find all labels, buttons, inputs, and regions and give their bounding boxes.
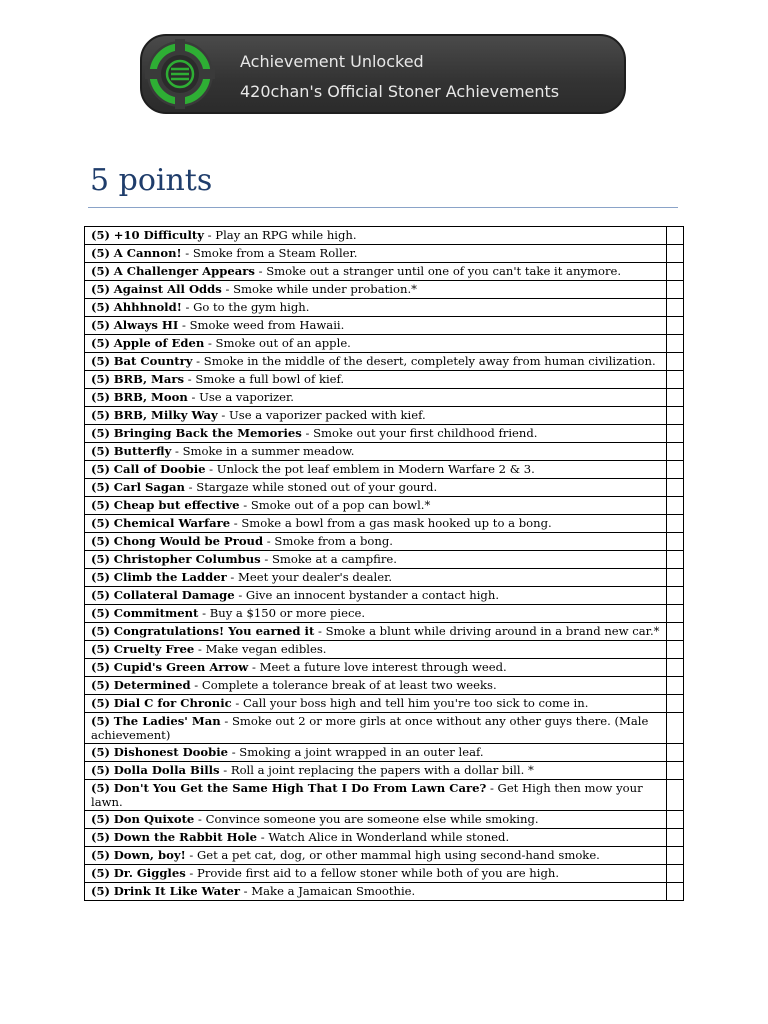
table-row — [85, 569, 684, 587]
achievement-name: Carl Sagan — [113, 480, 185, 494]
achievement-description: - Smoke in a summer meadow. — [171, 444, 355, 458]
checkbox-cell — [667, 515, 684, 533]
achievement-description: - Unlock the pot leaf emblem in Modern Warfare 2 & 3. — [205, 462, 535, 476]
achievement-points: (5) — [91, 642, 111, 656]
achievement-description: - Play an RPG while high. — [203, 228, 357, 242]
achievement-cell — [85, 353, 667, 371]
achievement-name: Dial C for Chronic — [113, 696, 232, 710]
achievement-cell — [85, 497, 667, 515]
achievement-description: - Buy a $150 or more piece. — [198, 606, 366, 620]
achievement-cell — [85, 713, 667, 744]
checkbox-cell — [667, 371, 684, 389]
achievement-name: Drink It Like Water — [113, 884, 240, 898]
achievement-cell — [85, 281, 667, 299]
achievement-points: (5) — [91, 300, 111, 314]
table-row — [85, 425, 684, 443]
achievement-points: (5) — [91, 588, 111, 602]
table-row — [85, 281, 684, 299]
achievement-description: - Roll a joint replacing the papers with a dollar bill. * — [219, 763, 534, 777]
achievement-points: (5) — [91, 228, 111, 242]
achievement-name: Chong Would be Proud — [113, 534, 264, 548]
achievement-description: - Smoke out 2 or more girls at once without any other guys there. (Male achievement) — [91, 714, 649, 742]
achievement-description: - Make vegan edibles. — [194, 642, 327, 656]
checkbox-cell — [667, 551, 684, 569]
achievement-cell — [85, 883, 667, 901]
achievement-cell — [85, 829, 667, 847]
achievement-cell — [85, 371, 667, 389]
achievement-name: Cupid's Green Arrow — [113, 660, 249, 674]
checkbox-cell — [667, 533, 684, 551]
table-row — [85, 299, 684, 317]
achievement-name: Don Quixote — [113, 812, 195, 826]
table-row — [85, 659, 684, 677]
achievement-name: Dolla Dolla Bills — [113, 763, 220, 777]
achievement-cell — [85, 551, 667, 569]
achievement-description: - Stargaze while stoned out of your gourd. — [184, 480, 438, 494]
achievement-cell — [85, 623, 667, 641]
achievement-name: Down, boy! — [113, 848, 186, 862]
achievement-description: - Smoke from a bong. — [263, 534, 393, 548]
achievement-points: (5) — [91, 264, 111, 278]
achievement-points: (5) — [91, 408, 111, 422]
achievement-cell — [85, 762, 667, 780]
achievement-name: Cheap but effective — [113, 498, 240, 512]
checkbox-cell — [667, 623, 684, 641]
achievement-badge-icon — [144, 38, 216, 110]
checkbox-cell — [667, 829, 684, 847]
achievement-name: Bat Country — [113, 354, 193, 368]
achievement-cell — [85, 659, 667, 677]
checkbox-cell — [667, 407, 684, 425]
table-row — [85, 353, 684, 371]
achievement-points: (5) — [91, 866, 111, 880]
achievement-description: - Smoke while under probation.* — [221, 282, 417, 296]
achievement-points: (5) — [91, 282, 111, 296]
table-row — [85, 371, 684, 389]
achievement-name: Dishonest Doobie — [113, 745, 229, 759]
table-row — [85, 497, 684, 515]
achievement-cell — [85, 865, 667, 883]
achievement-points: (5) — [91, 812, 111, 826]
achievement-name: Determined — [113, 678, 191, 692]
achievement-name: Climb the Ladder — [113, 570, 227, 584]
table-row — [85, 847, 684, 865]
achievement-name: Bringing Back the Memories — [113, 426, 302, 440]
table-row — [85, 479, 684, 497]
achievement-name: Ahhhnold! — [113, 300, 182, 314]
table-row — [85, 515, 684, 533]
table-row — [85, 317, 684, 335]
achievement-description: - Go to the gym high. — [181, 300, 310, 314]
achievement-name: BRB, Mars — [113, 372, 185, 386]
achievement-name: Chemical Warfare — [113, 516, 231, 530]
achievement-points: (5) — [91, 534, 111, 548]
achievement-cell — [85, 317, 667, 335]
achievement-name: Don't You Get the Same High That I Do From Lawn Care? — [113, 781, 487, 795]
achievement-description: - Smoke weed from Hawaii. — [178, 318, 345, 332]
achievement-cell — [85, 605, 667, 623]
checkbox-cell — [667, 479, 684, 497]
checkbox-cell — [667, 227, 684, 245]
achievement-cell — [85, 569, 667, 587]
achievement-points: (5) — [91, 696, 111, 710]
table-row — [85, 407, 684, 425]
achievement-cell — [85, 335, 667, 353]
achievement-name: Against All Odds — [113, 282, 222, 296]
achievement-description: - Make a Jamaican Smoothie. — [239, 884, 416, 898]
achievement-points: (5) — [91, 714, 111, 728]
checkbox-cell — [667, 353, 684, 371]
achievement-name: Call of Doobie — [113, 462, 206, 476]
achievement-points: (5) — [91, 781, 111, 795]
heading-divider — [88, 207, 678, 208]
achievement-cell — [85, 461, 667, 479]
checkbox-cell — [667, 744, 684, 762]
achievement-description: - Smoke out of an apple. — [204, 336, 351, 350]
checkbox-cell — [667, 281, 684, 299]
table-row — [85, 263, 684, 281]
achievement-points: (5) — [91, 516, 111, 530]
achievement-description: - Call your boss high and tell him you're too sick to come in. — [231, 696, 589, 710]
table-row — [85, 461, 684, 479]
achievement-points: (5) — [91, 390, 111, 404]
achievement-points: (5) — [91, 372, 111, 386]
checkbox-cell — [667, 641, 684, 659]
achievement-cell — [85, 299, 667, 317]
table-row — [85, 780, 684, 811]
achievement-points: (5) — [91, 624, 111, 638]
achievement-cell — [85, 695, 667, 713]
achievement-description: - Complete a tolerance break of at least two weeks. — [190, 678, 497, 692]
achievement-name: Congratulations! You earned it — [113, 624, 315, 638]
checkbox-cell — [667, 299, 684, 317]
checkbox-cell — [667, 762, 684, 780]
achievement-description: - Use a vaporizer. — [187, 390, 294, 404]
checkbox-cell — [667, 569, 684, 587]
checkbox-cell — [667, 245, 684, 263]
achievement-points: (5) — [91, 498, 111, 512]
checkbox-cell — [667, 497, 684, 515]
table-row — [85, 677, 684, 695]
achievement-cell — [85, 443, 667, 461]
achievement-name: Collateral Damage — [113, 588, 235, 602]
achievement-points: (5) — [91, 848, 111, 862]
achievement-points: (5) — [91, 336, 111, 350]
checkbox-cell — [667, 263, 684, 281]
achievement-description: - Smoke in the middle of the desert, completely away from human civilization. — [192, 354, 656, 368]
achievement-cell — [85, 587, 667, 605]
achievement-name: Commitment — [113, 606, 199, 620]
table-row — [85, 227, 684, 245]
achievement-points: (5) — [91, 678, 111, 692]
achievement-points: (5) — [91, 745, 111, 759]
checkbox-cell — [667, 659, 684, 677]
achievement-description: - Smoke a blunt while driving around in a brand new car.* — [314, 624, 660, 638]
achievement-cell — [85, 780, 667, 811]
checkbox-cell — [667, 461, 684, 479]
table-row — [85, 443, 684, 461]
achievement-cell — [85, 407, 667, 425]
checkbox-cell — [667, 713, 684, 744]
achievement-description: - Smoke at a campfire. — [260, 552, 397, 566]
banner-subtitle: 420chan's Official Stoner Achievements — [240, 82, 560, 101]
achievement-points: (5) — [91, 570, 111, 584]
achievement-points: (5) — [91, 480, 111, 494]
achievement-name: Always HI — [113, 318, 179, 332]
achievement-name: +10 Difficulty — [113, 228, 204, 242]
table-row — [85, 829, 684, 847]
table-row — [85, 695, 684, 713]
achievement-name: The Ladies' Man — [113, 714, 221, 728]
table-row — [85, 245, 684, 263]
achievement-points: (5) — [91, 444, 111, 458]
section-heading: 5 points — [90, 163, 213, 198]
checkbox-cell — [667, 317, 684, 335]
achievement-description: - Smoke out of a pop can bowl.* — [239, 498, 431, 512]
achievement-name: A Challenger Appears — [113, 264, 255, 278]
achievement-name: Apple of Eden — [113, 336, 205, 350]
checkbox-cell — [667, 587, 684, 605]
achievement-description: - Watch Alice in Wonderland while stoned. — [257, 830, 510, 844]
table-row — [85, 623, 684, 641]
achievement-cell — [85, 425, 667, 443]
achievement-cell — [85, 533, 667, 551]
checkbox-cell — [667, 677, 684, 695]
achievement-description: - Smoke out your first childhood friend. — [301, 426, 538, 440]
achievement-points: (5) — [91, 552, 111, 566]
checkbox-cell — [667, 780, 684, 811]
checkbox-cell — [667, 425, 684, 443]
achievement-name: BRB, Milky Way — [113, 408, 218, 422]
achievement-description: - Get High then mow your lawn. — [91, 781, 643, 809]
achievement-points: (5) — [91, 606, 111, 620]
checkbox-cell — [667, 443, 684, 461]
achievement-cell — [85, 479, 667, 497]
achievement-points: (5) — [91, 246, 111, 260]
achievements-table — [84, 226, 684, 901]
achievement-points: (5) — [91, 884, 111, 898]
achievement-cell — [85, 677, 667, 695]
achievement-cell — [85, 744, 667, 762]
achievement-description: - Smoke a bowl from a gas mask hooked up to a bong. — [230, 516, 552, 530]
achievement-description: - Give an innocent bystander a contact high. — [234, 588, 500, 602]
achievement-cell — [85, 227, 667, 245]
achievement-name: A Cannon! — [113, 246, 182, 260]
achievement-description: - Convince someone you are someone else while smoking. — [194, 812, 539, 826]
achievement-description: - Use a vaporizer packed with kief. — [217, 408, 426, 422]
achievement-banner — [140, 34, 626, 114]
table-row — [85, 533, 684, 551]
achievement-cell — [85, 811, 667, 829]
table-row — [85, 605, 684, 623]
table-row — [85, 335, 684, 353]
achievement-cell — [85, 847, 667, 865]
achievement-cell — [85, 245, 667, 263]
table-row — [85, 389, 684, 407]
achievement-cell — [85, 515, 667, 533]
achievement-description: - Smoke out a stranger until one of you can't take it anymore. — [254, 264, 622, 278]
achievement-points: (5) — [91, 763, 111, 777]
achievement-description: - Provide first aid to a fellow stoner while both of you are high. — [185, 866, 560, 880]
checkbox-cell — [667, 695, 684, 713]
checkbox-cell — [667, 811, 684, 829]
checkbox-cell — [667, 847, 684, 865]
achievement-description: - Smoke a full bowl of kief. — [184, 372, 345, 386]
achievement-name: Down the Rabbit Hole — [113, 830, 258, 844]
achievement-description: - Meet a future love interest through weed. — [248, 660, 507, 674]
checkbox-cell — [667, 389, 684, 407]
table-row — [85, 713, 684, 744]
table-row — [85, 865, 684, 883]
achievement-points: (5) — [91, 462, 111, 476]
checkbox-cell — [667, 883, 684, 901]
achievement-description: - Smoke from a Steam Roller. — [181, 246, 358, 260]
table-row — [85, 551, 684, 569]
achievement-points: (5) — [91, 426, 111, 440]
achievement-name: Cruelty Free — [113, 642, 195, 656]
achievement-points: (5) — [91, 660, 111, 674]
achievement-cell — [85, 641, 667, 659]
checkbox-cell — [667, 335, 684, 353]
achievement-points: (5) — [91, 318, 111, 332]
checkbox-cell — [667, 865, 684, 883]
achievement-points: (5) — [91, 354, 111, 368]
achievement-name: BRB, Moon — [113, 390, 188, 404]
checkbox-cell — [667, 605, 684, 623]
achievement-description: - Smoking a joint wrapped in an outer leaf. — [228, 745, 484, 759]
achievement-cell — [85, 389, 667, 407]
achievement-points: (5) — [91, 830, 111, 844]
achievement-description: - Get a pet cat, dog, or other mammal high using second-hand smoke. — [185, 848, 600, 862]
table-row — [85, 587, 684, 605]
table-row — [85, 883, 684, 901]
banner-title: Achievement Unlocked — [240, 52, 424, 71]
achievement-description: - Meet your dealer's dealer. — [226, 570, 393, 584]
achievement-name: Christopher Columbus — [113, 552, 261, 566]
table-row — [85, 641, 684, 659]
achievement-cell — [85, 263, 667, 281]
table-row — [85, 762, 684, 780]
achievement-name: Dr. Giggles — [113, 866, 186, 880]
achievement-name: Butterfly — [113, 444, 172, 458]
table-row — [85, 744, 684, 762]
table-row — [85, 811, 684, 829]
